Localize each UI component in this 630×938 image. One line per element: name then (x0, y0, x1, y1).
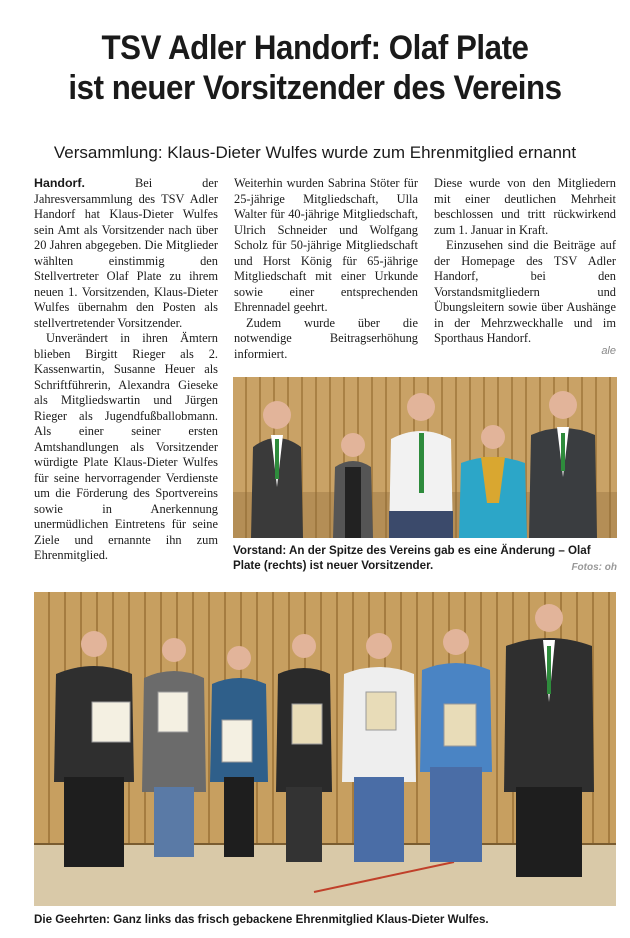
board-photo (233, 377, 617, 538)
honorees-photo-illustration (34, 592, 616, 906)
article-paragraph: Diese wurde von den Mitgliedern mit einer deutlichen Mehrheit beschlossen und tritt rückwirkend zum 1. Januar in Kraft. (434, 176, 616, 237)
headline-line-2: ist neuer Vorsitzender des Vereins (68, 69, 562, 107)
headline-line-1: TSV Adler Handorf: Olaf Plate (101, 29, 529, 67)
article-paragraph: Zudem wurde über die notwendige Beitragserhöhung informiert. (234, 315, 418, 361)
article-column-1 (34, 176, 218, 564)
article-column-3 (434, 176, 616, 347)
author-initials: ale (601, 345, 616, 357)
article-paragraph (34, 176, 218, 331)
honorees-photo (34, 592, 616, 906)
article-column-2 (234, 176, 418, 362)
board-photo-caption: Vorstand: An der Spitze des Vereins gab es eine Änderung – Olaf Plate (rechts) ist neuer Vorsitzender. (233, 544, 591, 572)
dateline: Handorf. (34, 176, 85, 190)
paragraph-text: Bei der Jahresversammlung des TSV Adler Handorf hat Klaus-Dieter Wulfes sein Amt als Vorsitzender nach über 20 Jahren abgegeben. Die Mitglieder wählten einstimmig den Stellvertreter Olaf Plate zu ihrem neuen 1. Vorsitzenden, Klaus-Dieter Wulfes übernahm den Posten als stellvertretender Vorsitzender. (34, 176, 218, 330)
honorees-photo-caption: Die Geehrten: Ganz links das frisch gebackene Ehrenmitglied Klaus-Dieter Wulfes. (34, 913, 489, 926)
article-paragraph: Weiterhin wurden Sabrina Stöter für 25-jährige Mitgliedschaft, Ulla Walter für 40-jährige Mitgliedschaft, Ulrich Schneider und Wolfgang Scholz für 50-jährige Mitgliedschaft und Horst König für 65-jährige Mitgliedschaft mit einer Urkunde sowie einer entsprechenden Ehrennadel geehrt. (234, 176, 418, 314)
photo-credit: Fotos: oh (571, 562, 617, 573)
headline (25, 28, 605, 108)
article-paragraph: Einzusehen sind die Beiträge auf der Homepage des TSV Adler Handorf, bei den Vorstandsmitgliedern und Übungsleitern sowie über Aushänge in der Mehrzweckhalle und im Sporthaus Handorf. (434, 238, 616, 345)
subheadline: Versammlung: Klaus-Dieter Wulfes wurde zum Ehrenmitglied ernannt (53, 143, 577, 162)
board-photo-illustration (233, 377, 617, 538)
article-paragraph: Unverändert in ihren Ämtern blieben Birgitt Rieger als 2. Kassenwartin, Susanne Heuer als Schriftführerin, Alexandra Gieseke als Mitgliedswartin und Jürgen Rieger als Jugendfußballobmann. Als einer seiner ersten Amtshandlungen als Vorsitzender würdigte Plate Klaus-Dieter Wulfes für seine hervorragender Verdienste um die Förderung des Sportvereins sowie in Anerkennung unermüdlichen Eintretens für seine Ziele und ernannte ihn zum Ehrenmitglied. (34, 331, 218, 562)
